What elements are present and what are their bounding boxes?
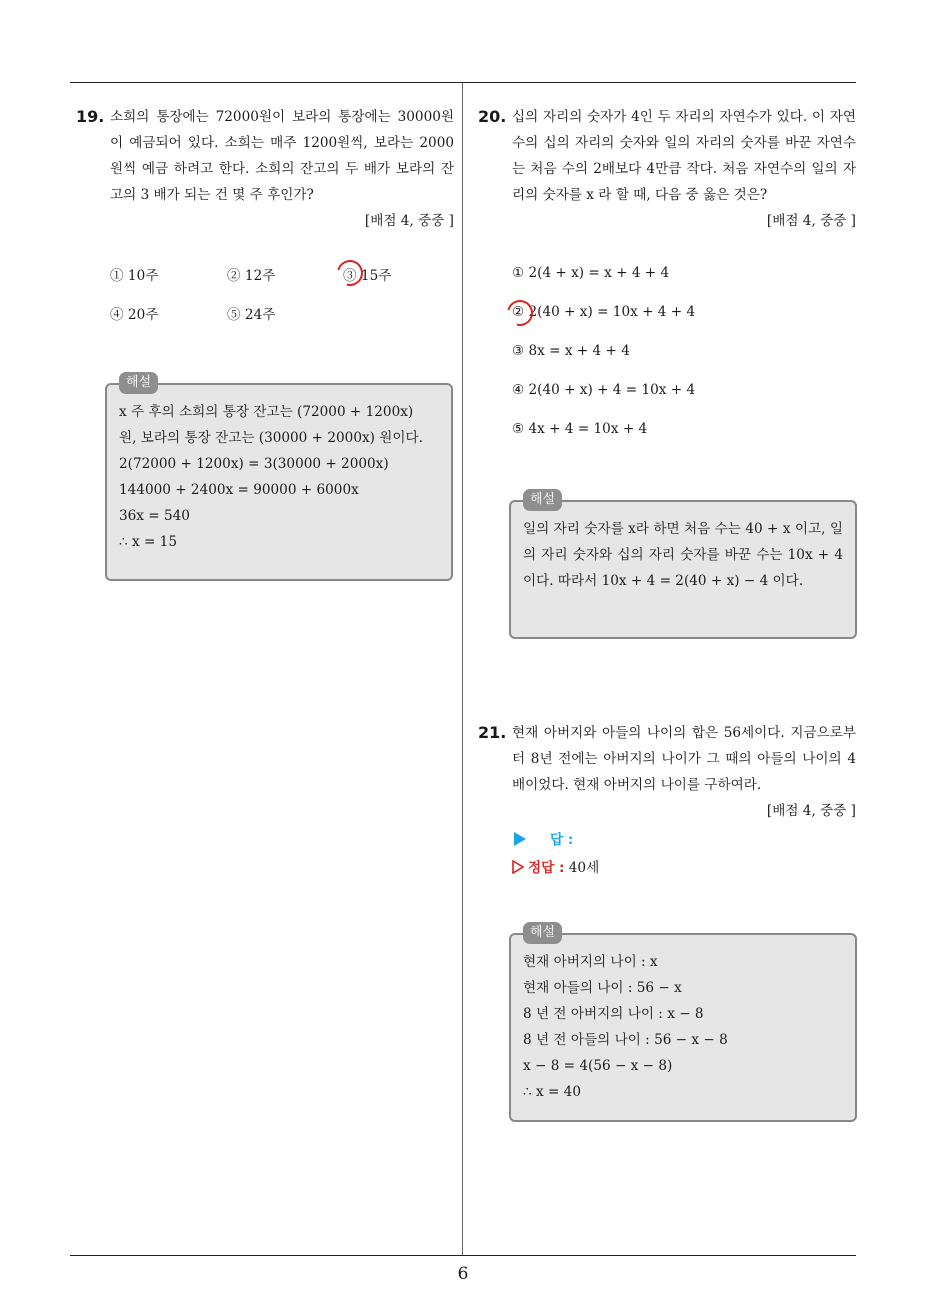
choice-5[interactable]: ⑤ 4x + 4 = 10x + 4 xyxy=(512,421,648,437)
explanation-line: 8 년 전 아버지의 나이 : x − 8 xyxy=(523,1006,704,1022)
play-arrow-icon xyxy=(514,832,526,846)
choice-4[interactable]: ④ 20주 xyxy=(110,307,159,323)
explanation-line: 2(72000 + 1200x) = 3(30000 + 2000x) xyxy=(119,456,389,472)
question-score: [배점 4, 중중 ] xyxy=(364,213,454,229)
explanation-line: 144000 + 2400x = 90000 + 6000x xyxy=(119,482,359,498)
question-score: [배점 4, 중중 ] xyxy=(766,803,856,819)
column-divider xyxy=(462,83,463,1255)
bottom-rule xyxy=(70,1255,856,1256)
explanation-line: 현재 아버지의 나이 : x xyxy=(523,954,658,970)
correct-label: 정답 : xyxy=(528,860,565,876)
explanation-box-20 xyxy=(509,492,857,639)
correct-value: 40세 xyxy=(568,860,600,876)
explanation-tag: 해설 xyxy=(523,922,562,944)
explanation-line: 현재 아들의 나이 : 56 − x xyxy=(523,980,682,996)
explanation-line: 36x = 540 xyxy=(119,508,190,524)
answer-label: 답 : xyxy=(550,832,574,848)
question-stem: 현재 아버지와 아들의 나이의 합은 56세이다. 지금으로부터 8년 전에는 아버지의 나이가 그 때의 아들의 나이의 4배이었다. 현재 아버지의 나이를 구하여라. xyxy=(512,725,856,793)
explanation-line: 원, 보라의 통장 잔고는 (30000 + 2000x) 원이다. xyxy=(119,430,423,446)
answer-row xyxy=(514,827,573,853)
top-rule xyxy=(70,82,856,83)
page-number: 6 xyxy=(457,1264,469,1284)
explanation-box-19 xyxy=(105,375,453,581)
question-19 xyxy=(76,104,454,234)
explanation-tag: 해설 xyxy=(523,489,562,511)
answer-circle-mark xyxy=(332,255,368,291)
explanation-line: 8 년 전 아들의 나이 : 56 − x − 8 xyxy=(523,1032,728,1048)
choice-2[interactable]: ② 12주 xyxy=(227,268,276,284)
question-stem: 십의 자리의 숫자가 4인 두 자리의 자연수가 있다. 이 자연수의 십의 자리의 숫자와 일의 자리의 숫자를 바꾼 자연수는 처음 수의 2배보다 4만큼 작다. 처음 자연수의 일의 자리의 숫자를 x 라 할 때, 다음 중 옳은 것은? xyxy=(512,109,856,203)
explanation-line: x 주 후의 소희의 통장 잔고는 (72000 + 1200x) xyxy=(119,404,414,420)
choice-3[interactable]: ③ 15주 xyxy=(343,268,392,284)
answer-circle-mark xyxy=(502,295,538,331)
choice-4[interactable]: ④ 2(40 + x) + 4 = 10x + 4 xyxy=(512,382,696,398)
choice-2[interactable]: ② 2(40 + x) = 10x + 4 + 4 xyxy=(512,304,696,320)
choice-1[interactable]: ① 2(4 + x) = x + 4 + 4 xyxy=(512,265,670,281)
question-number: 21. xyxy=(478,723,507,742)
question-score: [배점 4, 중중 ] xyxy=(766,213,856,229)
question-20 xyxy=(478,104,856,234)
question-21 xyxy=(478,720,856,824)
choice-1[interactable]: ① 10주 xyxy=(110,268,159,284)
choice-3[interactable]: ③ 8x = x + 4 + 4 xyxy=(512,343,630,359)
question-number: 20. xyxy=(478,107,507,126)
explanation-text: 일의 자리 숫자를 x라 하면 처음 수는 40 + x 이고, 일의 자리 숫자와 십의 자리 숫자를 바꾼 수는 10x + 4 이다. 따라서 10x + 4 = 2(40 + x) − 4 이다. xyxy=(523,521,843,589)
outline-arrow-icon xyxy=(512,860,522,874)
question-number: 19. xyxy=(76,107,105,126)
correct-answer-row xyxy=(512,855,599,881)
choice-5[interactable]: ⑤ 24주 xyxy=(227,307,276,323)
question-stem: 소희의 통장에는 72000원이 보라의 통장에는 30000원이 예금되어 있다. 소희는 매주 1200원씩, 보라는 2000원씩 예금 하려고 한다. 소희의 잔고의 두 배가 보라의 잔고의 3 배가 되는 건 몇 주 후인가? xyxy=(110,109,454,203)
explanation-tag: 해설 xyxy=(119,372,158,394)
explanation-line: ∴ x = 40 xyxy=(523,1084,581,1100)
explanation-line: ∴ x = 15 xyxy=(119,534,177,550)
explanation-line: x − 8 = 4(56 − x − 8) xyxy=(523,1058,673,1074)
explanation-box-21 xyxy=(509,925,857,1122)
